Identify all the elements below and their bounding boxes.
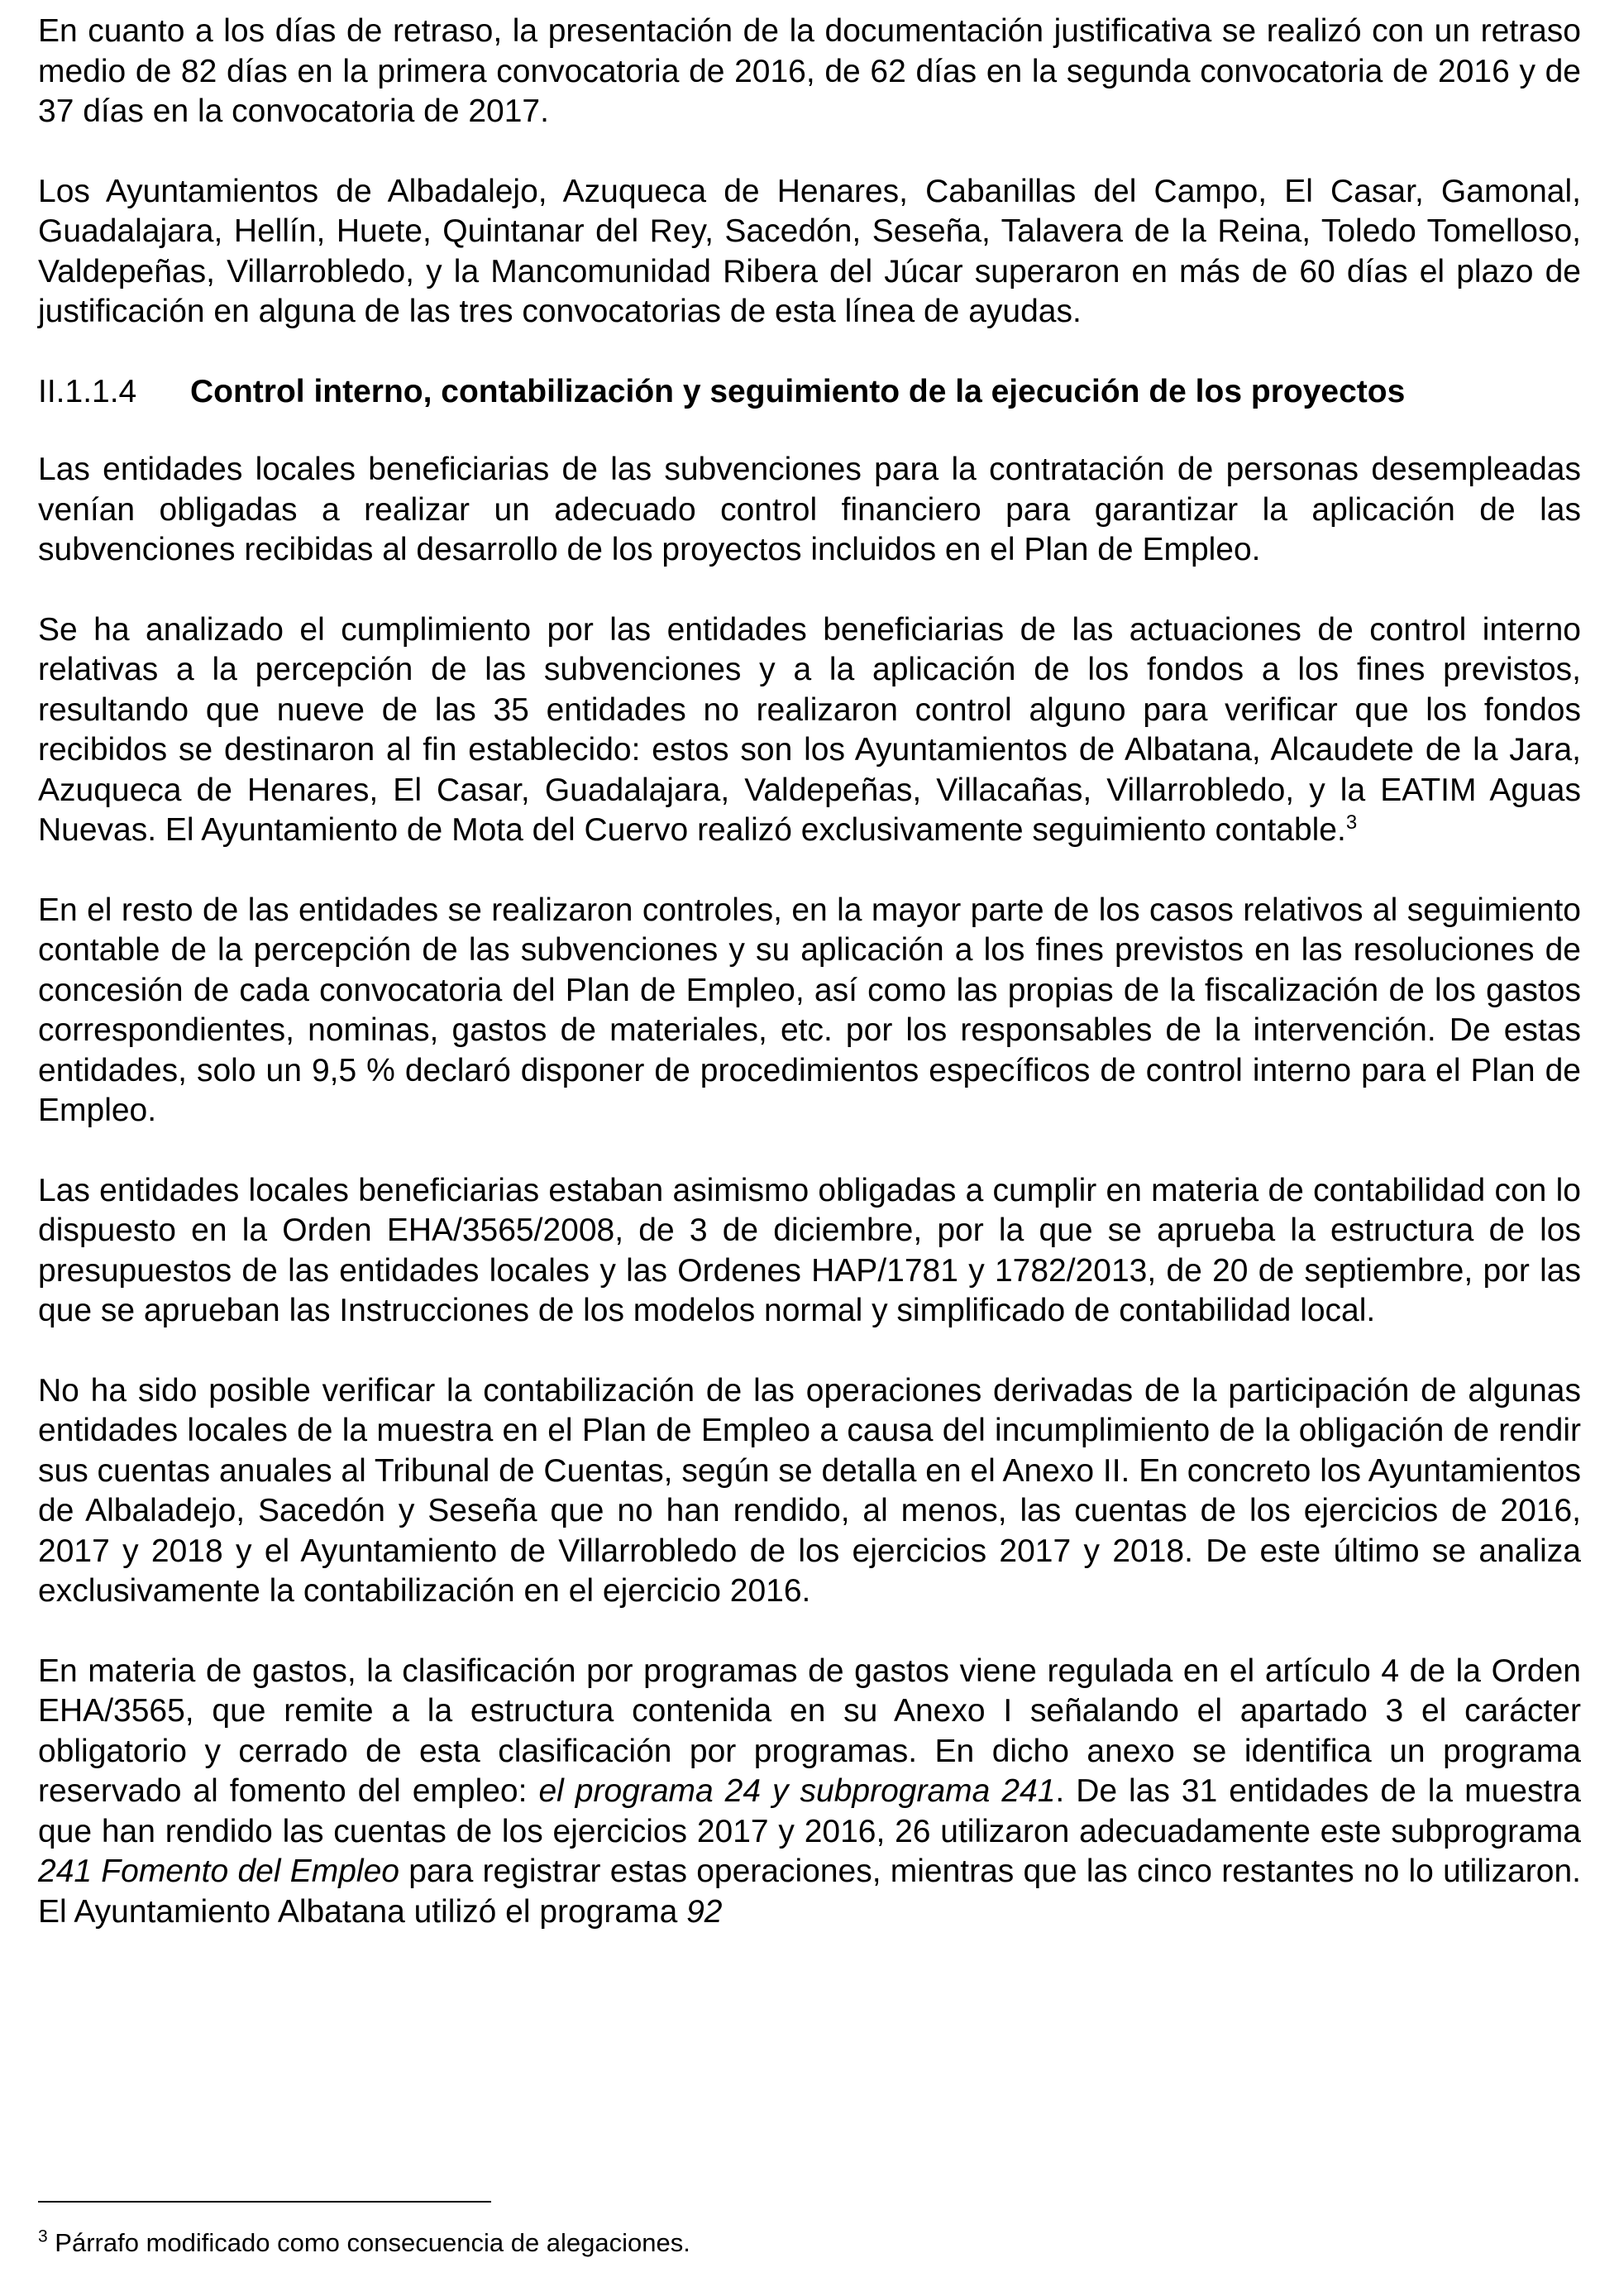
section-title: Control interno, contabilización y seguimiento de la ejecución de los proyectos bbox=[190, 373, 1406, 409]
section-number: II.1.1.4 bbox=[38, 373, 137, 409]
footnote bbox=[38, 2227, 1278, 2260]
paragraph-delay-days: En cuanto a los días de retraso, la presentación de la documentación justificativa se realizó con un retraso medio de 82 días en la primera convocatoria de 2016, de 62 días en la segunda convocatoria de 2016 y de 37 días en la convocatoria de 2017. bbox=[38, 13, 1581, 129]
paragraph-accounts-verification: No ha sido posible verificar la contabilización de las operaciones derivadas de la participación de algunas entidades locales de la muestra en el Plan de Empleo a causa del incumplimiento de la obligación de rendir sus cuentas anuales al Tribunal de Cuentas, según se detalla en el Anexo II. En concreto los Ayuntamientos de Albaladejo, Sacedón y Seseña que no han rendido, al menos, las cuentas de los ejercicios de 2016, 2017 y 2018 y el Ayuntamiento de Villarrobledo de los ejercicios 2017 y 2018. De este último se analiza exclusivamente la contabilización en el ejercicio 2016. bbox=[38, 1372, 1581, 1609]
expense-subprogram-italic: 241 Fomento del Empleo bbox=[38, 1854, 399, 1889]
paragraph-internal-control-text: Se ha analizado el cumplimiento por las entidades beneficiarias de las actuaciones de control interno relativas a la percepción de las subvenciones y a la aplicación de los fondos a los fines previstos, resultando que nueve de las 35 entidades no realizaron control alguno para verificar que los fondos recibidos se destinaron al fin establecido: estos son los Ayuntamientos de Albatana, Alcaudete de la Jara, Azuqueca de Henares, El Casar, Guadalajara, Valdepeñas, Villacañas, Villarrobledo, y la EATIM Aguas Nuevas. El Ayuntamiento de Mota del Cuervo realizó exclusivamente seguimiento contable. bbox=[38, 611, 1581, 848]
paragraph-expense-classification bbox=[38, 1652, 1581, 1933]
paragraph-other-entities-controls: En el resto de las entidades se realizaron controles, en la mayor parte de los casos relativos al seguimiento contable de la percepción de las subvenciones y su aplicación a los fines previstos en las resoluciones de concesión de cada convocatoria del Plan de Empleo, así como las propias de la fiscalización de los gastos correspondientes, nominas, gastos de materiales, etc. por los responsables de la intervención. De estas entidades, solo un 9,5 % declaró disponer de procedimientos específicos de control interno para el Plan de Empleo. bbox=[38, 892, 1581, 1128]
document-page bbox=[38, 12, 1581, 1972]
expense-program-number-italic: 92 bbox=[686, 1893, 723, 1930]
paragraph-financial-control: Las entidades locales beneficiarias de las subvenciones para la contratación de personas desempleadas venían obligadas a realizar un adecuado control financiero para garantizar la aplicación de las subvenciones recibidas al desarrollo de los proyectos incluidos en el Plan de Empleo. bbox=[38, 452, 1581, 567]
footnote-divider bbox=[38, 2201, 491, 2203]
expense-program-italic: el programa 24 y subprograma 241 bbox=[538, 1773, 1056, 1809]
expense-text-e: para registrar estas operaciones, mientras que las cinco restantes no lo utilizaron. El Ayuntamiento Albatana utilizó el programa bbox=[38, 1854, 1581, 1930]
paragraph-internal-control-analysis bbox=[38, 610, 1581, 851]
section-heading bbox=[38, 372, 1581, 413]
expense-text-a: En materia de gastos, la clasificación por programas de gastos viene regulada en el artículo 4 de la Orden EHA/3565, que remite a la estructura contenida en su Anexo I señalando el apartado 3 el carácter obligatorio y cerrado de esta clasificación por programas. En dicho anexo se identifica un programa reservado al fomento del empleo: bbox=[38, 1653, 1581, 1809]
footnote-reference[interactable]: 3 bbox=[1345, 811, 1358, 834]
paragraph-municipalities-delay: Los Ayuntamientos de Albadalejo, Azuqueca de Henares, Cabanillas del Campo, El Casar, Gamonal, Guadalajara, Hellín, Huete, Quintanar del Rey, Sacedón, Seseña, Talavera de la Reina, Toledo Tomelloso, Valdepeñas, Villarrobledo, y la Mancomunidad Ribera del Júcar superaron en más de 60 días el plazo de justificación en alguna de las tres convocatorias de esta línea de ayudas. bbox=[38, 173, 1581, 329]
paragraph-accounting-obligations: Las entidades locales beneficiarias estaban asimismo obligadas a cumplir en materia de contabilidad con lo dispuesto en la Orden EHA/3565/2008, de 3 de diciembre, por la que se aprueba la estructura de los presupuestos de las entidades locales y las Ordenes HAP/1781 y 1782/2013, de 20 de septiembre, por las que se aprueban las Instrucciones de los modelos normal y simplificado de contabilidad local. bbox=[38, 1172, 1581, 1328]
expense-text-c: . De las 31 entidades de la muestra que han rendido las cuentas de los ejercicios 2017 y 2016, 26 utilizaron adecuadamente este subprograma bbox=[38, 1773, 1581, 1849]
footnote-number: 3 bbox=[38, 2227, 48, 2246]
footnote-text: Párrafo modificado como consecuencia de alegaciones. bbox=[47, 2228, 690, 2257]
